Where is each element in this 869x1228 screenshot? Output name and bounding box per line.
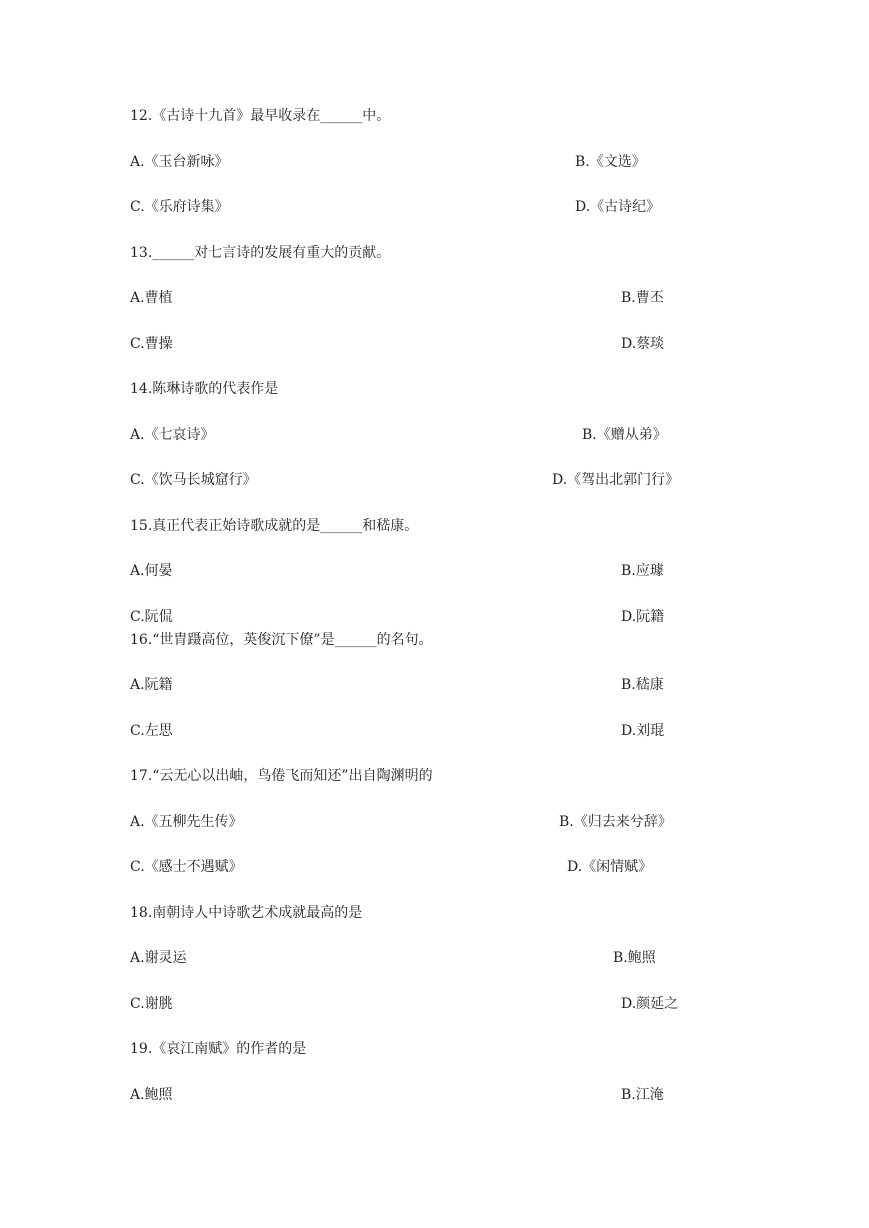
question-13-option-a: A.曹植 bbox=[130, 290, 173, 306]
question-18-option-b: B.鲍照 bbox=[613, 950, 656, 966]
question-13-option-d: D.蔡琰 bbox=[621, 336, 665, 352]
question-14-stem: 14.陈琳诗歌的代表作是 bbox=[130, 381, 279, 397]
question-16-option-c: C.左思 bbox=[130, 723, 173, 739]
question-13-stem: 13.______对七言诗的发展有重大的贡献。 bbox=[130, 245, 391, 261]
question-16-stem: 16.“世胄蹑高位，英俊沉下僚”是______的名句。 bbox=[130, 632, 433, 648]
question-17-option-c: C.《感士不遇赋》 bbox=[130, 859, 243, 875]
question-17-option-d: D.《闲情赋》 bbox=[567, 859, 653, 875]
question-17-option-a: A.《五柳先生传》 bbox=[130, 814, 243, 830]
question-12-option-b: B.《文选》 bbox=[575, 154, 646, 170]
question-13-option-b: B.曹丕 bbox=[621, 290, 664, 306]
question-19-stem: 19.《哀江南赋》的作者的是 bbox=[130, 1041, 307, 1057]
question-15-option-c: C.阮侃 bbox=[130, 609, 173, 625]
question-14-option-c: C.《饮马长城窟行》 bbox=[130, 472, 257, 488]
question-16-option-a: A.阮籍 bbox=[130, 677, 173, 693]
question-15-option-b: B.应璩 bbox=[621, 563, 664, 579]
question-14-option-a: A.《七哀诗》 bbox=[130, 427, 215, 443]
question-16-option-d: D.刘琨 bbox=[621, 723, 665, 739]
question-13-option-c: C.曹操 bbox=[130, 336, 173, 352]
question-15-stem: 15.真正代表正始诗歌成就的是______和嵇康。 bbox=[130, 518, 419, 534]
question-17-option-b: B.《归去来兮辞》 bbox=[559, 814, 672, 830]
question-12-option-d: D.《古诗纪》 bbox=[575, 199, 661, 215]
question-18-stem: 18.南朝诗人中诗歌艺术成就最高的是 bbox=[130, 905, 363, 921]
question-15-option-a: A.何晏 bbox=[130, 563, 173, 579]
question-18-option-a: A.谢灵运 bbox=[130, 950, 187, 966]
question-14-option-b: B.《赠从弟》 bbox=[582, 427, 667, 443]
question-12-stem: 12.《古诗十九首》最早收录在______中。 bbox=[130, 108, 391, 124]
question-12-option-c: C.《乐府诗集》 bbox=[130, 199, 229, 215]
question-18-option-c: C.谢朓 bbox=[130, 996, 173, 1012]
question-15-option-d: D.阮籍 bbox=[621, 609, 665, 625]
question-17-stem: 17.“云无心以出岫，鸟倦飞而知还”出自陶渊明的 bbox=[130, 768, 433, 784]
question-19-option-b: B.江淹 bbox=[621, 1087, 664, 1103]
question-19-option-a: A.鲍照 bbox=[130, 1087, 173, 1103]
question-18-option-d: D.颜延之 bbox=[621, 996, 679, 1012]
question-14-option-d: D.《驾出北郭门行》 bbox=[552, 472, 680, 488]
question-12-option-a: A.《玉台新咏》 bbox=[130, 154, 229, 170]
question-16-option-b: B.嵇康 bbox=[621, 677, 664, 693]
